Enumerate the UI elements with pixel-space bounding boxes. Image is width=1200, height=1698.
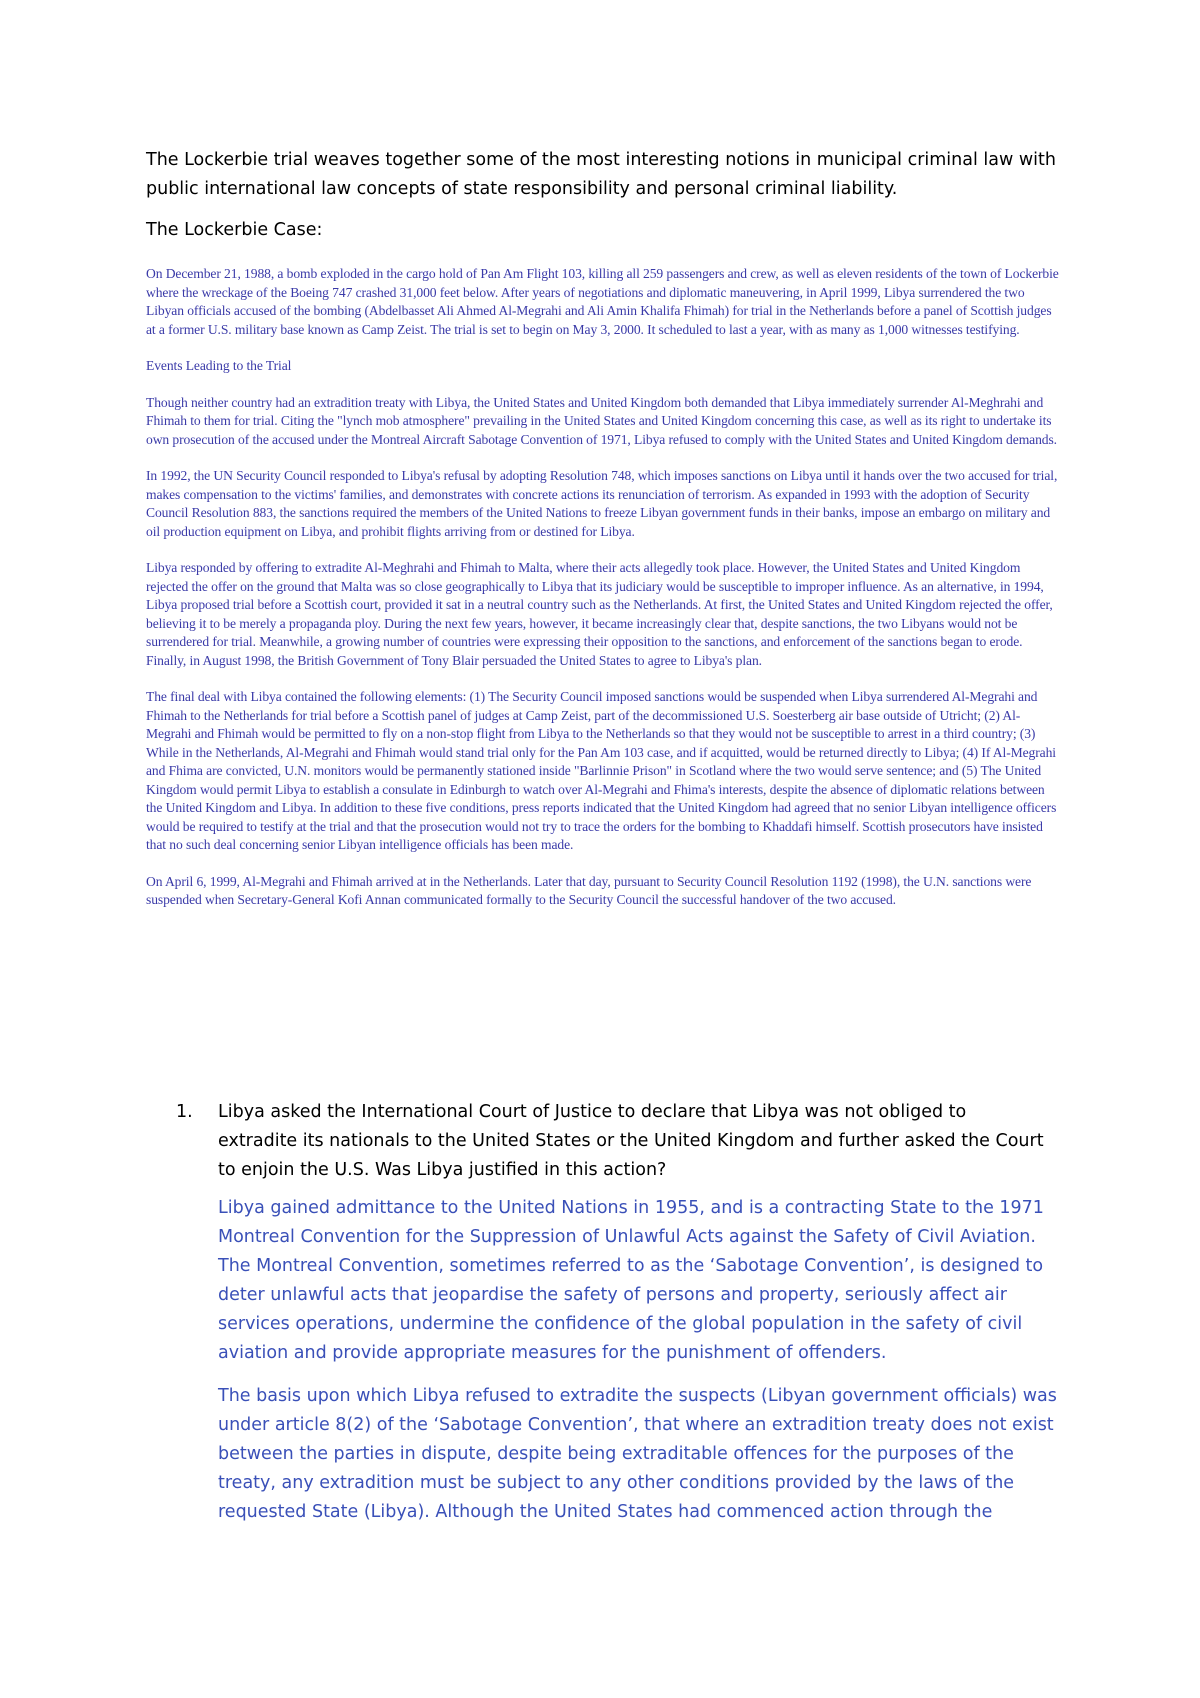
answer-paragraph-1: Libya gained admittance to the United Nations in 1955, and is a contracting State to the 1971 Montreal Convention for the Suppression of Unlawful Acts against the Safety of Civil Aviation. The Montreal Convention, sometimes referred to as the ‘Sabotage Convention’, is designed to deter unlawful acts that jeopardise the safety of persons and property, seriously affect air services operations, undermine the confidence of the global population in the safety of civil aviation and provide appropriate measures for the punishment of offenders. bbox=[218, 1198, 1044, 1363]
article-paragraph-5: The final deal with Libya contained the following elements: (1) The Security Council imposed sanctions would be suspended when Libya surrendered Al-Megrahi and Fhimah to the Netherlands for trial before a Scottish panel of judges at Camp Zeist, part of the decommissioned U.S. Soesterberg air base outside of Utricht; (2) Al-Megrahi and Fhimah would be permitted to fly on a non-stop flight from Libya to the Netherlands so that they would not be susceptible to arrest in a third country; (3) While in the Netherlands, Al-Megrahi and Fhimah would stand trial only for the Pan Am 103 case, and if acquitted, would be returned directly to Libya; (4) If Al-Megrahi and Fhima are convicted, U.N. monitors would be permanently stationed inside "Barlinnie Prison" in Scotland where the two would serve sentence; and (5) The United Kingdom would permit Libya to establish a consulate in Edinburgh to watch over Al-Megrahi and Fhima's interests, despite the absence of diplomatic relations between the United Kingdom and Libya. In addition to these five conditions, press reports indicated that the United Kingdom had agreed that no senior Libyan intelligence officers would be required to testify at the trial and that the prosecution would not try to trace the orders for the bombing to Khaddafi himself. Scottish prosecutors have insisted that no such deal concerning senior Libyan intelligence officials has been made. bbox=[146, 689, 1057, 852]
article-paragraph-3: In 1992, the UN Security Council responded to Libya's refusal by adopting Resolution 748, which imposes sanctions on Libya until it hands over the two accused for trial, makes compensation to the victims' families, and demonstrates with concrete actions its renunciation of terrorism. As expanded in 1993 with the adoption of Security Council Resolution 883, the sanctions required the members of the United Nations to freeze Libyan government funds in their banks, impose an embargo on military and oil production equipment on Libya, and prohibit flights arriving from or destined for Libya. bbox=[146, 468, 1058, 539]
intro-paragraph: The Lockerbie trial weaves together some of the most interesting notions in municipal criminal law with public international law concepts of state responsibility and personal criminal liability. bbox=[146, 150, 1056, 199]
article-paragraph-4: Libya responded by offering to extradite Al-Meghrahi and Fhimah to Malta, where their acts allegedly took place. However, the United States and United Kingdom rejected the offer on the ground that Malta was so close geographically to Libya that its judiciary would be susceptible to improper influence. As an alternative, in 1994, Libya proposed trial before a Scottish court, provided it sat in a neutral country such as the Netherlands. At first, the United States and United Kingdom rejected the offer, believing it to be merely a propaganda ploy. During the next few years, however, it became increasingly clear that, despite sanctions, the two Libyans would not be surrendered for trial. Meanwhile, a growing number of countries were expressing their opposition to the sanctions, and enforcement of the sanctions began to erode. Finally, in August 1998, the British Government of Tony Blair persuaded the United States to agree to Libya's plan. bbox=[146, 560, 1053, 668]
article-excerpt bbox=[146, 265, 1060, 928]
case-heading: The Lockerbie Case: bbox=[146, 220, 323, 240]
article-paragraph-2: Though neither country had an extradition treaty with Libya, the United States and United Kingdom both demanded that Libya immediately surrender Al-Meghrahi and Fhimah to them for trial. Citing the "lynch mob atmosphere" prevailing in the United States and United Kingdom concerning this case, as well as its right to undertake its own prosecution of the accused under the Montreal Aircraft Sabotage Convention of 1971, Libya refused to comply with the United States and United Kingdom demands. bbox=[146, 394, 1057, 447]
question-text: Libya asked the International Court of Justice to declare that Libya was not obliged to extradite its nationals to the United States or the United Kingdom and further asked the Court to enjoin the U.S. Was Libya justified in this action? bbox=[218, 1102, 1044, 1180]
question-number: 1. bbox=[176, 1102, 193, 1122]
article-subheading: Events Leading to the Trial bbox=[146, 358, 292, 373]
answer-1 bbox=[218, 1194, 1068, 1541]
article-paragraph-6: On April 6, 1999, Al-Megrahi and Fhimah arrived at in the Netherlands. Later that day, pursuant to Security Council Resolution 1192 (1998), the U.N. sanctions were suspended when Secretary-General Kofi Annan communicated formally to the Security Council the successful handover of the two accused. bbox=[146, 873, 1032, 907]
answer-paragraph-2: The basis upon which Libya refused to extradite the suspects (Libyan government officials) was under article 8(2) of the ‘Sabotage Convention’, that where an extradition treaty does not exist between the parties in dispute, despite being extraditable offences for the purposes of the treaty, any extradition must be subject to any other conditions provided by the laws of the requested State (Libya). Although the United States had commenced action through the bbox=[218, 1386, 1057, 1522]
article-paragraph-1: On December 21, 1988, a bomb exploded in the cargo hold of Pan Am Flight 103, killing all 259 passengers and crew, as well as eleven residents of the town of Lockerbie where the wreckage of the Boeing 747 crashed 31,000 feet below. After years of negotiations and diplomatic maneuvering, in April 1999, Libya surrendered the two Libyan officials accused of the bombing (Abdelbasset Ali Ahmed Al-Megrahi and Ali Amin Khalifa Fhimah) for trial in the Netherlands before a panel of Scottish judges at a former U.S. military base known as Camp Zeist. The trial is set to begin on May 3, 2000. It scheduled to last a year, with as many as 1,000 witnesses testifying. bbox=[146, 266, 1059, 337]
